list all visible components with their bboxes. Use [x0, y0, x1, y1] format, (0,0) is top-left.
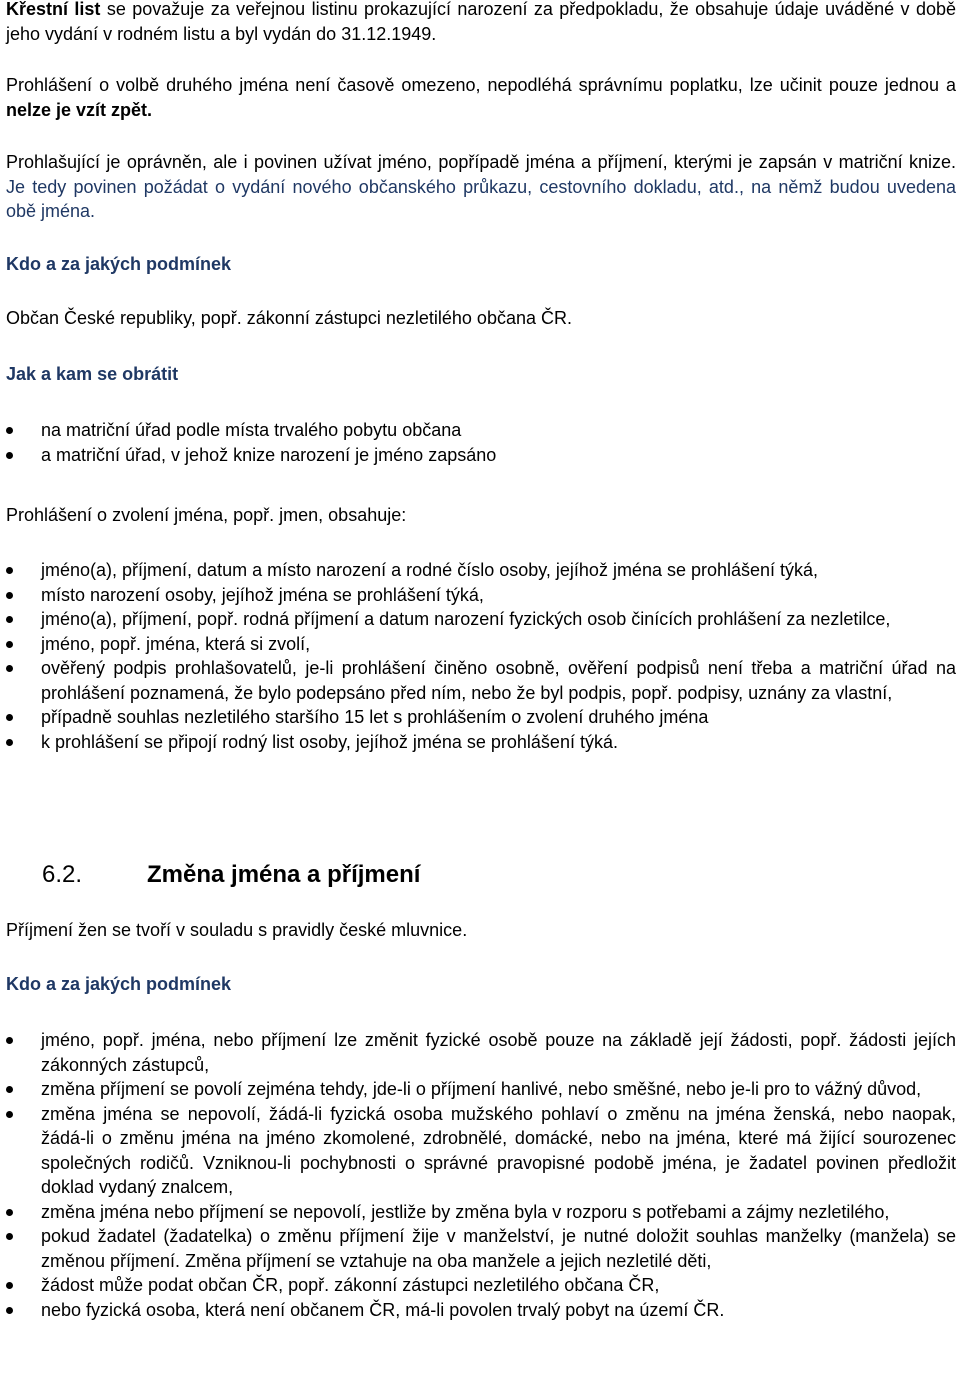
list-item: pokud žadatel (žadatelka) o změnu příjmení žije v manželství, je nutné doložit souhlas manželky (manžela) se změnou příjmení. Změna příjmení se vztahuje na oba manžele a jejich nezletilé děti,	[6, 1224, 956, 1273]
who-text: Občan České republiky, popř. zákonní zástupci nezletilého občana ČR.	[6, 308, 572, 328]
intro-paragraph-baptism-text: se považuje za veřejnou listinu prokazující narození za předpokladu, že obsahuje údaje uváděné v době jeho vydání v rodném listu a byl vydán do 31.12.1949.	[6, 0, 956, 44]
obligation-new-documents-text: Je tedy povinen požádat o vydání nového občanského průkazu, cestovního dokladu, atd., na němž budou uvedena obě jména.	[6, 176, 956, 221]
section-conditions-list	[6, 1028, 956, 1322]
bullet-icon	[6, 739, 13, 746]
bullet-icon	[6, 452, 13, 459]
bullet-icon	[6, 1282, 13, 1289]
section-title-text: Změna jména a příjmení	[147, 861, 421, 888]
bullet-icon	[6, 1307, 13, 1314]
intro-paragraph-second-name-text: Prohlášení o volbě druhého jména není časově omezeno, nepodléhá správnímu poplatku, lze učinit pouze jednou a	[6, 75, 956, 95]
bullet-icon	[6, 567, 13, 574]
list-item: žádost může podat občan ČR, popř. zákonní zástupci nezletilého občana ČR,	[6, 1273, 956, 1298]
list-item: ověřený podpis prohlašovatelů, je-li prohlášení činěno osobně, ověření podpisů není třeba a matriční úřad na prohlášení poznamená, že bylo podepsáno před ním, nebo že byl podpis, popř. podpisy, uznány za vlastní,	[6, 656, 956, 705]
irrevocable-note: nelze je vzít zpět.	[6, 99, 153, 120]
list-item: jméno(a), příjmení, popř. rodná příjmení a datum narození fyzických osob činících prohlášení za nezletilce,	[6, 607, 956, 632]
section-title	[6, 860, 956, 890]
section-number: 6.2.	[42, 861, 83, 888]
list-item: na matriční úřad podle místa trvalého pobytu občana	[6, 418, 956, 443]
list-item: nebo fyzická osoba, která není občanem ČR, má-li povolen trvalý pobyt na území ČR.	[6, 1298, 956, 1323]
where-list	[6, 418, 956, 467]
bullet-icon	[6, 1037, 13, 1044]
intro-paragraph-baptism	[6, 0, 956, 46]
intro-paragraph-second-name	[6, 73, 956, 122]
bullet-icon	[6, 616, 13, 623]
bullet-icon	[6, 1086, 13, 1093]
list-item: jméno, popř. jména, nebo příjmení lze změnit fyzické osobě pouze na základě její žádosti, popř. žádosti jejích zákonných zástupců,	[6, 1028, 956, 1077]
where-heading: Jak a kam se obrátit	[6, 364, 179, 384]
declaration-intro: Prohlášení o zvolení jména, popř. jmen, obsahuje:	[6, 505, 407, 525]
section-who-heading: Kdo a za jakých podmínek	[6, 974, 232, 994]
list-item: případně souhlas nezletilého staršího 15 let s prohlášením o zvolení druhého jména	[6, 705, 956, 730]
bullet-icon	[6, 1111, 13, 1118]
bullet-icon	[6, 1209, 13, 1216]
bullet-icon	[6, 665, 13, 672]
bullet-icon	[6, 1233, 13, 1240]
list-item: změna jména se nepovolí, žádá-li fyzická osoba mužského pohlaví o změnu na jména ženská, nebo naopak, žádá-li o změnu jména na jméno zkomolené, zdrobnělé, domácké, nebo na jména, které má žijící sourozenec společných rodičů. Vzniknou-li pochybnosti o správné pravopisné podobě jména, je žadatel povinen předložit doklad vydaný znalcem,	[6, 1102, 956, 1200]
list-item: a matriční úřad, v jehož knize narození je jméno zapsáno	[6, 443, 956, 468]
bullet-icon	[6, 714, 13, 721]
declaration-list	[6, 558, 956, 754]
obligation-text: Prohlašující je oprávněn, ale i povinen užívat jméno, popřípadě jména a příjmení, kterými je zapsán v matriční knize.	[6, 152, 956, 172]
bullet-icon	[6, 427, 13, 434]
list-item: změna příjmení se povolí zejména tehdy, jde-li o příjmení hanlivé, nebo směšné, nebo je-li pro to vážný důvod,	[6, 1077, 956, 1102]
intro-paragraph-obligation	[6, 150, 956, 224]
list-item: jméno, popř. jména, která si zvolí,	[6, 632, 956, 657]
list-item: jméno(a), příjmení, datum a místo narození a rodné číslo osoby, jejíhož jména se prohlášení týká,	[6, 558, 956, 583]
bullet-icon	[6, 592, 13, 599]
section-intro: Příjmení žen se tvoří v souladu s pravidly české mluvnice.	[6, 920, 468, 940]
baptism-certificate-term: Křestní list	[6, 0, 101, 19]
who-heading: Kdo a za jakých podmínek	[6, 254, 232, 274]
list-item: změna jména nebo příjmení se nepovolí, jestliže by změna byla v rozporu s potřebami a zájmy nezletilého,	[6, 1200, 956, 1225]
bullet-icon	[6, 641, 13, 648]
list-item: místo narození osoby, jejíhož jména se prohlášení týká,	[6, 583, 956, 608]
list-item: k prohlášení se připojí rodný list osoby, jejíhož jména se prohlášení týká.	[6, 730, 956, 755]
